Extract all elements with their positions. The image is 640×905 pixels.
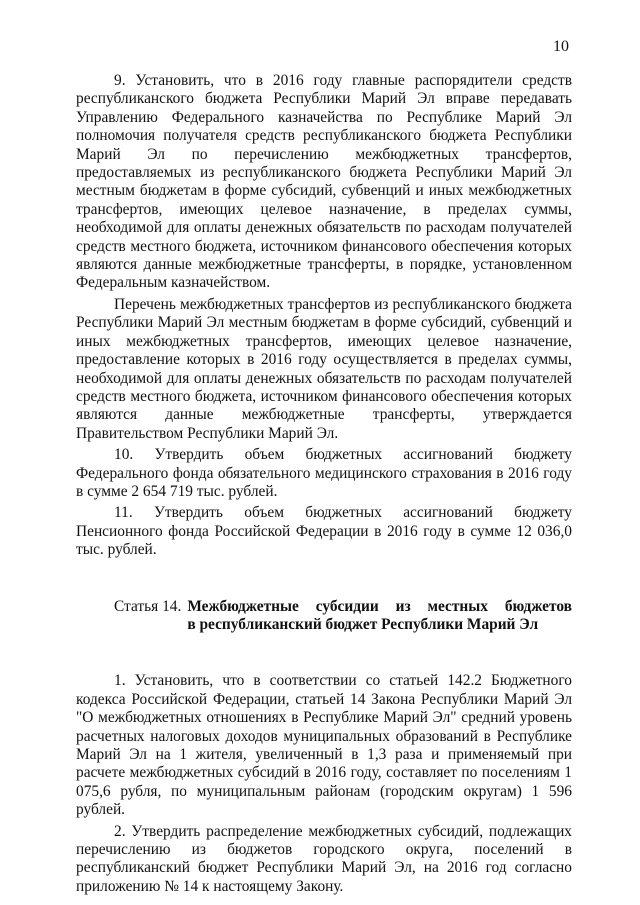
paragraph-10: 10. Утвердить объем бюджетных ассигнований бюджету Федерального фонда обязательного медицинского страхования в 2016 году в сумме 2 654 719 тыс. рублей. <box>76 446 572 500</box>
paragraph-11: 11. Утвердить объем бюджетных ассигнований бюджету Пенсионного фонда Российской Федерации в 2016 году в сумме 12 036,0 тыс. рублей. <box>76 504 572 559</box>
document-body <box>76 72 572 899</box>
paragraph-transfer-list: Перечень межбюджетных трансфертов из республиканского бюджета Республики Марий Эл местным бюджетам в форме субсидий, субвенций и иных межбюджетных трансфертов, имеющих целевое назначение, предоставление которых в 2016 году осуществляется в пределах суммы, необходимой для оплаты денежных обязательств по расходам получателей средств местного бюджета, источником финансового обеспечения которых являются данные межбюджетные трансферты, утверждается Правительством Республики Марий Эл. <box>76 295 572 442</box>
paragraph-article14-2: 2. Утвердить распределение межбюджетных субсидий, подлежащих перечислению из бюджетов городского округа, поселений в республиканский бюджет Республики Марий Эл, на 2016 год согласно приложению № 14 к настоящему Закону. <box>76 822 572 895</box>
article-title-line1: Межбюджетные субсидии из местных бюджетов <box>187 597 572 615</box>
page-number: 10 <box>553 38 569 55</box>
paragraph-article14-1: 1. Установить, что в соответствии со статьей 142.2 Бюджетного кодекса Российской Федерации, статьей 14 Закона Республики Марий Эл "О межбюджетных отношениях в Республике Марий Эл" средний уровень расчетных налоговых доходов муниципальных образований в Республике Марий Эл на 1 жителя, увеличенный в 1,3 раза и применяемый при расчете межбюджетных субсидий в 2016 году, составляет по поселениям 1 075,6 рубля, по муниципальным районам (городским округам) 1 596 рублей. <box>76 672 572 819</box>
article-number: Статья 14. <box>114 597 182 615</box>
article-heading <box>76 598 572 635</box>
article-title-line2: в республиканский бюджет Республики Марий Эл <box>187 615 539 633</box>
paragraph-9: 9. Установить, что в 2016 году главные распорядители средств республиканского бюджета Республики Марий Эл вправе передавать Управлению Федерального казначейства по Республике Марий Эл полномочия получателя средств республиканского бюджета Республики Марий Эл по перечислению межбюджетных трансфертов, предоставляемых из республиканского бюджета Республики Марий Эл местным бюджетам в форме субсидий, субвенций и иных межбюджетных трансфертов, имеющих целевое назначение, в пределах суммы, необходимой для оплаты денежных обязательств по расходам получателей средств местного бюджета, источником финансового обеспечения которых являются данные межбюджетные трансферты, в порядке, установленном Федеральным казначейством. <box>76 72 572 292</box>
article-title <box>187 598 572 635</box>
